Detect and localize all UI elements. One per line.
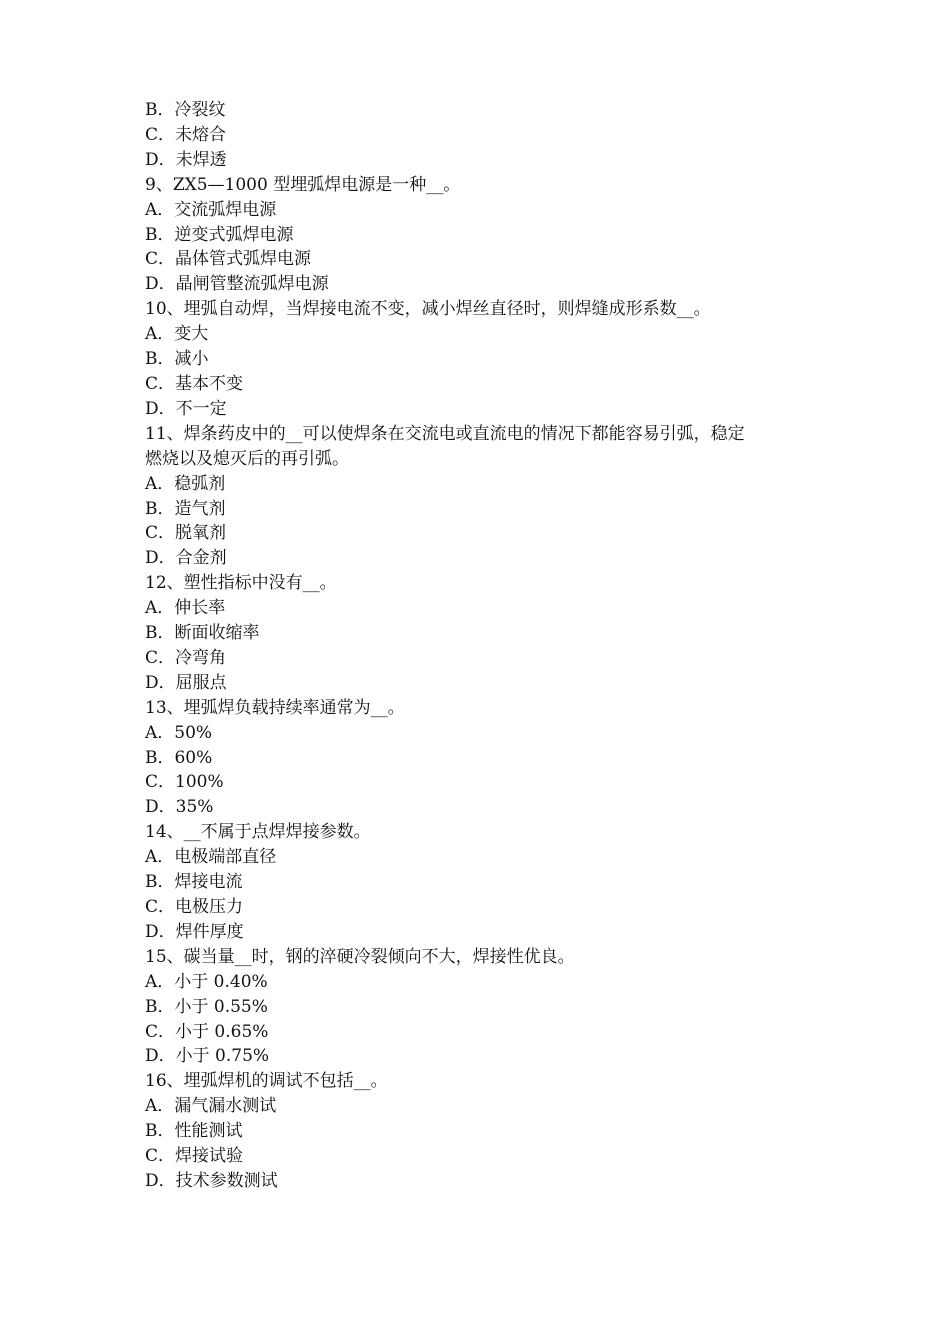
text-line: B．60% xyxy=(145,747,213,768)
text-line: B．逆变式弧焊电源 xyxy=(145,224,294,245)
text-line: C．电极压力 xyxy=(145,897,244,917)
text-line: C．未熔合 xyxy=(145,124,227,145)
text-line: B．性能测试 xyxy=(145,1121,243,1142)
text-line: B．造气剂 xyxy=(145,498,226,519)
text-line: A．稳弧剂 xyxy=(145,473,226,494)
text-line: A．伸长率 xyxy=(145,598,226,619)
text-line: D．未焊透 xyxy=(145,149,227,170)
text-line: C．晶体管式弧焊电源 xyxy=(145,249,312,270)
question-14: 14、__不属于点焊焊接参数。 xyxy=(145,822,371,843)
text-line: B．减小 xyxy=(145,349,209,370)
text-line: B．断面收缩率 xyxy=(145,623,260,644)
text-line: D．不一定 xyxy=(145,398,227,419)
question-15: 15、碳当量__时，钢的淬硬冷裂倾向不大，焊接性优良。 xyxy=(145,946,575,967)
text-line: B．小于 0.55% xyxy=(145,996,268,1017)
text-line: A．变大 xyxy=(145,324,209,345)
question-9: 9、ZX5—1000 型埋弧焊电源是一种__。 xyxy=(145,174,461,195)
text-line: C．冷弯角 xyxy=(145,647,227,668)
text-line: D．技术参数测试 xyxy=(145,1170,278,1191)
text-line: D．小于 0.75% xyxy=(145,1046,270,1067)
text-line: D．焊件厚度 xyxy=(145,921,244,942)
question-12: 12、塑性指标中没有__。 xyxy=(145,573,337,594)
text-line: A．电极端部直径 xyxy=(145,847,277,868)
question-10: 10、埋弧自动焊，当焊接电流不变，减小焊丝直径时，则焊缝成形系数__。 xyxy=(145,299,711,320)
text-line: D．屈服点 xyxy=(145,672,227,693)
question-11-continued: 燃烧以及熄灭后的再引弧。 xyxy=(145,448,349,469)
document-page xyxy=(145,98,825,1194)
text-line: D．35% xyxy=(145,797,214,818)
text-line: A．50% xyxy=(145,722,213,743)
text-line: D．晶闸管整流弧焊电源 xyxy=(145,274,329,295)
text-line: C．脱氧剂 xyxy=(145,523,227,544)
text-line: C．焊接试验 xyxy=(145,1146,244,1167)
text-line: A．小于 0.40% xyxy=(145,971,268,992)
text-line: C．100% xyxy=(145,772,224,793)
text-line: C．小于 0.65% xyxy=(145,1021,269,1042)
text-line: A．漏气漏水测试 xyxy=(145,1096,277,1117)
question-11: 11、焊条药皮中的__可以使焊条在交流电或直流电的情况下都能容易引弧，稳定 xyxy=(145,423,745,444)
question-16: 16、埋弧焊机的调试不包括__。 xyxy=(145,1071,388,1092)
text-line: A．交流弧焊电源 xyxy=(145,199,277,220)
text-line: B．冷裂纹 xyxy=(145,100,226,120)
question-13: 13、埋弧焊负载持续率通常为__。 xyxy=(145,697,405,718)
text-line: C．基本不变 xyxy=(145,373,244,394)
text-line: B．焊接电流 xyxy=(145,872,243,893)
text-line: D．合金剂 xyxy=(145,548,227,569)
